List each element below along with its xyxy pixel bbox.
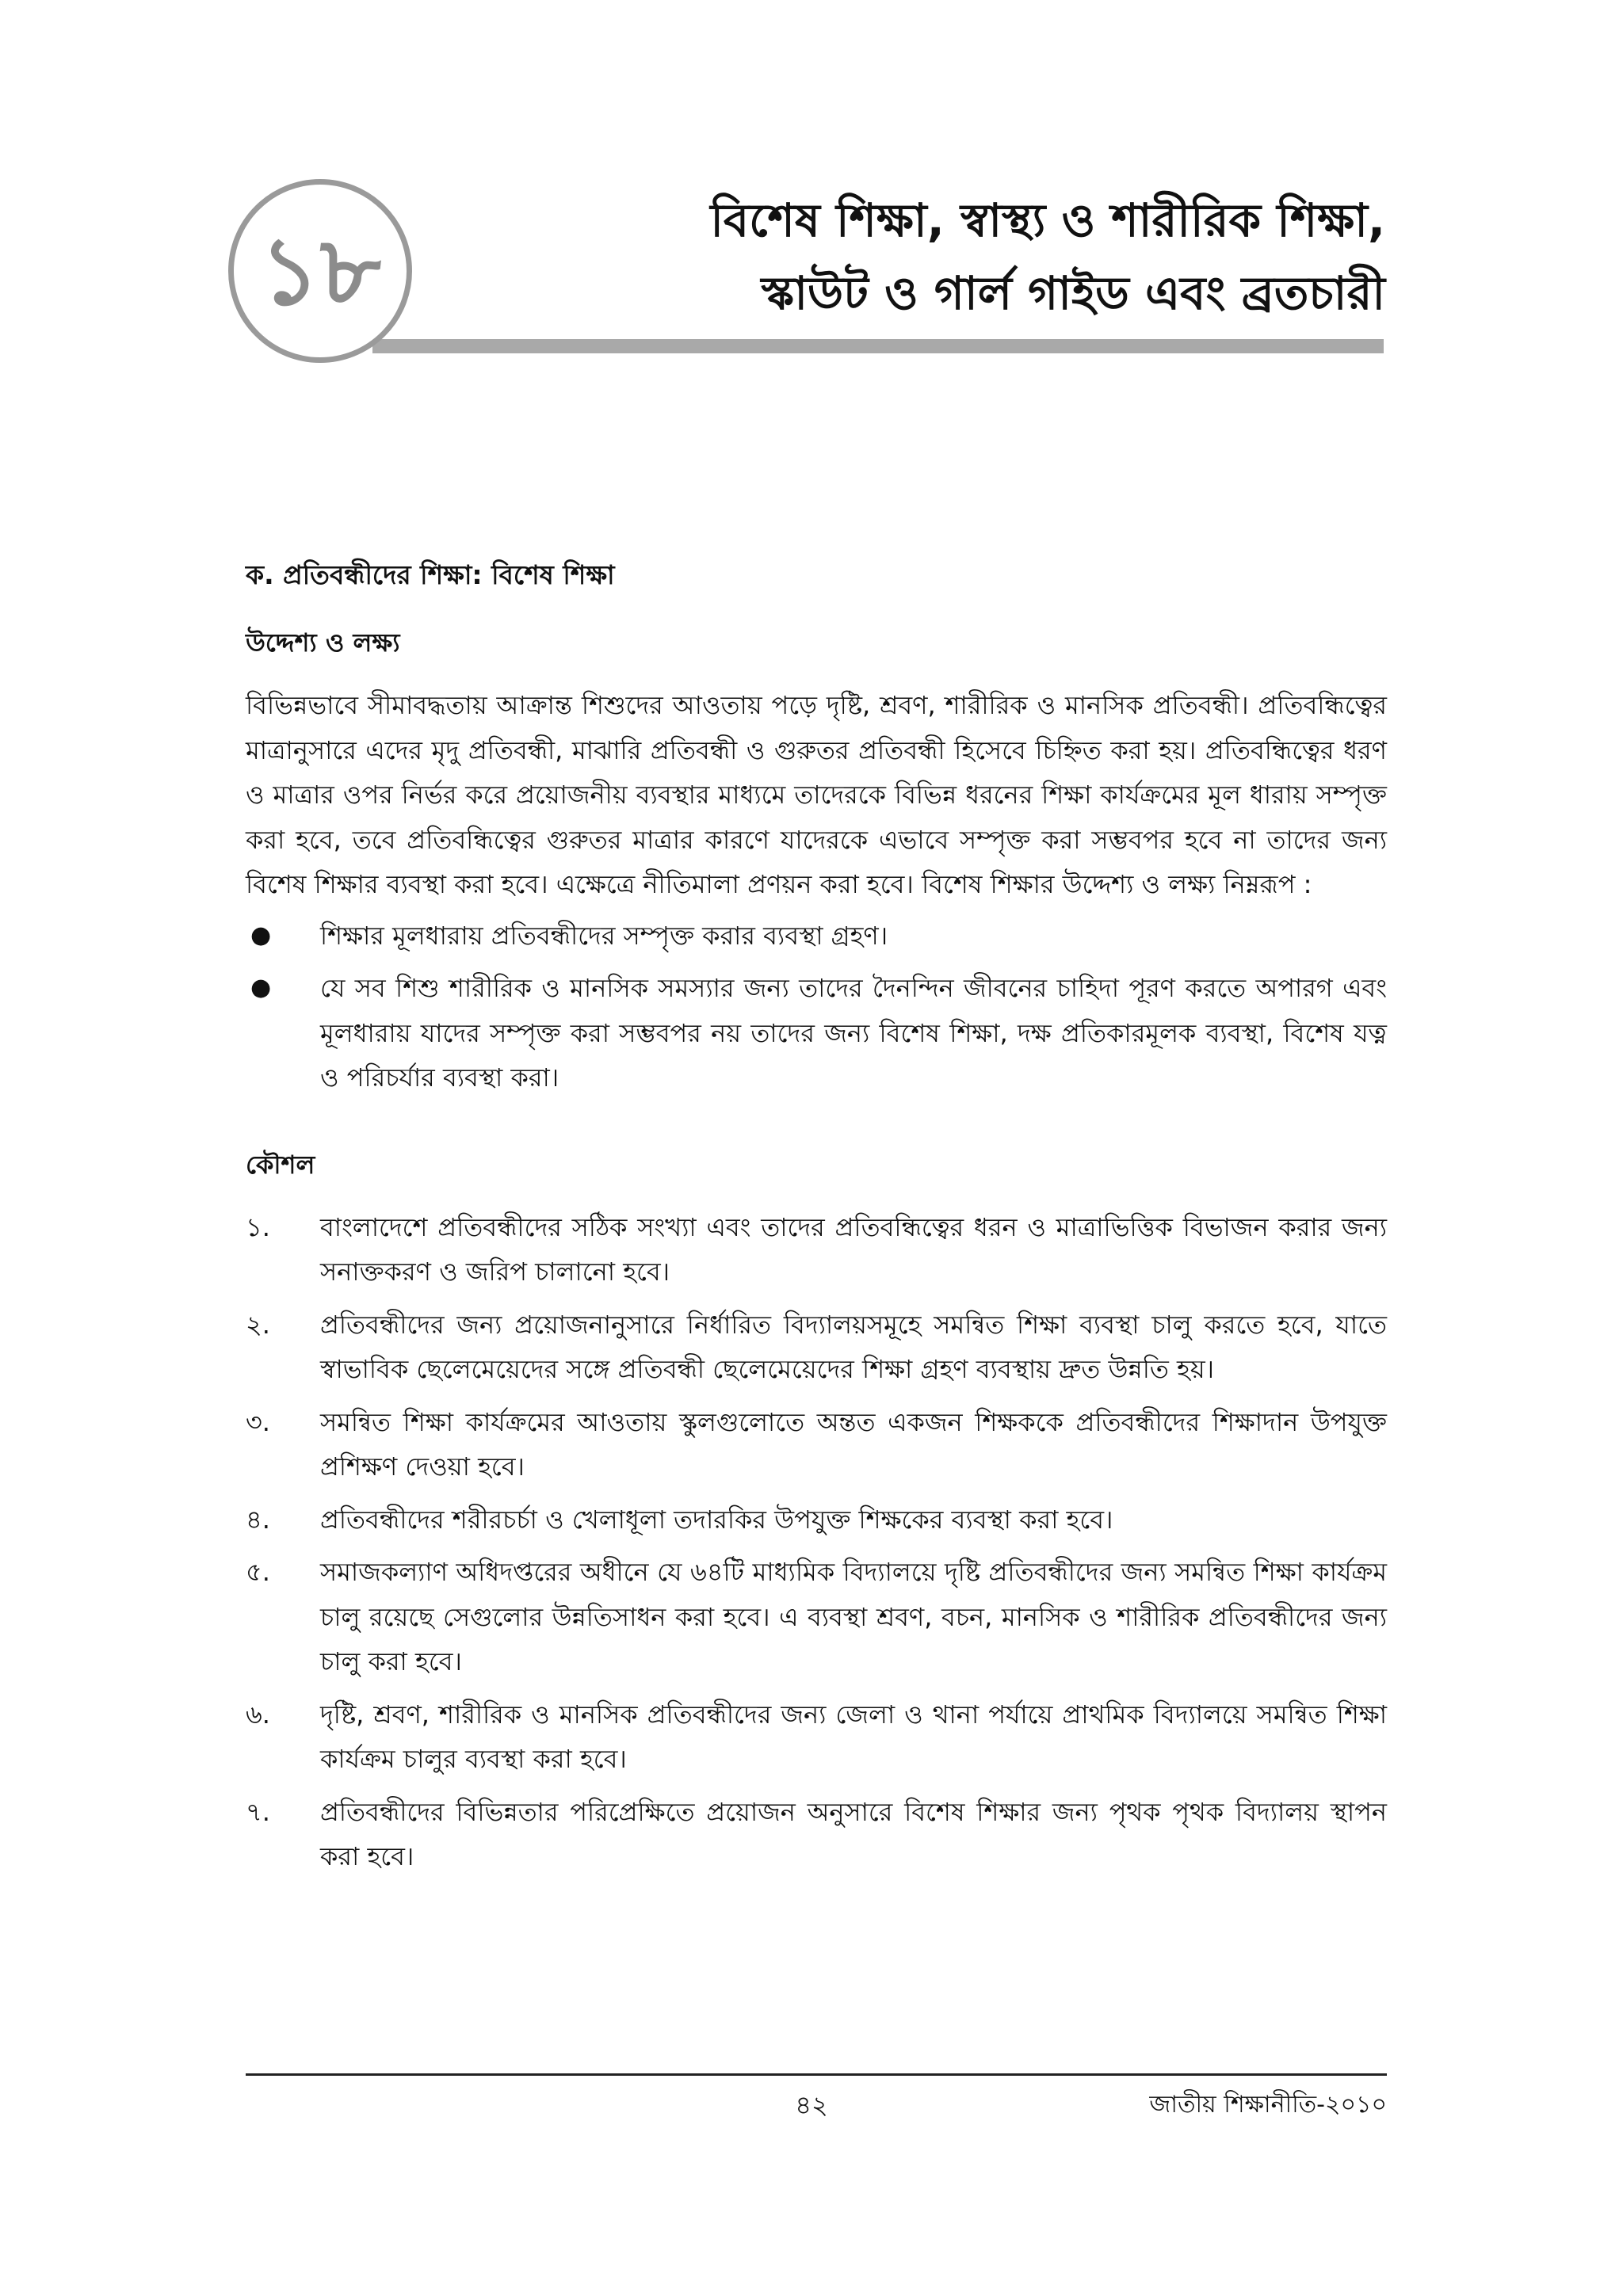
list-item <box>246 913 1387 959</box>
main-content <box>246 555 1387 1887</box>
item-number: ১. <box>246 1211 270 1242</box>
bullet-icon: ● <box>250 921 272 949</box>
list-item <box>246 1400 1387 1489</box>
list-item <box>246 1790 1387 1879</box>
item-number: ৫. <box>246 1557 270 1587</box>
chapter-title <box>395 184 1385 330</box>
strategy-text: প্রতিবন্ধীদের বিভিন্নতার পরিপ্রেক্ষিতে প্রয়োজন অনুসারে বিশেষ শিক্ষার জন্য পৃথক পৃথক বিদ্যালয় স্থাপন করা হবে। <box>320 1796 1387 1871</box>
objective-text: যে সব শিশু শারীরিক ও মানসিক সমস্যার জন্য তাদের দৈনন্দিন জীবনের চাহিদা পূরণ করতে অপারগ এবং মূলধারায় যাদের সম্পৃক্ত করা সম্ভবপর নয় তাদের জন্য বিশেষ শিক্ষা, দক্ষ প্রতিকারমূলক ব্যবস্থা, বিশেষ যত্ন ও পরিচর্যার ব্যবস্থা করা। <box>320 973 1387 1093</box>
chapter-number-badge <box>228 179 412 363</box>
list-item <box>246 1692 1387 1782</box>
objectives-heading: উদ্দেশ্য ও লক্ষ্য <box>246 627 400 658</box>
list-item <box>246 1550 1387 1684</box>
list-item <box>246 1302 1387 1392</box>
strategy-text: সমন্বিত শিক্ষা কার্যক্রমের আওতায় স্কুলগুলোতে অন্তত একজন শিক্ষককে প্রতিবন্ধীদের শিক্ষাদান উপযুক্ত প্রশিক্ষণ দেওয়া হবে। <box>320 1406 1387 1482</box>
strategy-list <box>246 1205 1387 1879</box>
chapter-title-line-1: বিশেষ শিক্ষা, স্বাস্থ্য ও শারীরিক শিক্ষা, <box>710 193 1385 247</box>
strategy-text: দৃষ্টি, শ্রবণ, শারীরিক ও মানসিক প্রতিবন্ধীদের জন্য জেলা ও থানা পর্যায়ে প্রাথমিক বিদ্যালয়ে সমন্বিত শিক্ষা কার্যক্রম চালুর ব্যবস্থা করা হবে। <box>320 1699 1387 1774</box>
list-item <box>246 966 1387 1100</box>
item-number: ৩. <box>246 1406 270 1437</box>
chapter-title-line-2: স্কাউট ও গার্ল গাইড এবং ব্রতচারী <box>761 266 1385 320</box>
strategy-heading: কৌশল <box>246 1149 315 1180</box>
item-number: ২. <box>246 1309 270 1340</box>
intro-paragraph: বিভিন্নভাবে সীমাবদ্ধতায় আক্রান্ত শিশুদের আওতায় পড়ে দৃষ্টি, শ্রবণ, শারীরিক ও মানসিক প্রতিবন্ধী। প্রতিবন্ধিত্বের মাত্রানুসারে এদের মৃদু প্রতিবন্ধী, মাঝারি প্রতিবন্ধী ও গুরুতর প্রতিবন্ধী হিসেবে চিহ্নিত করা হয়। প্রতিবন্ধিত্বের ধরণ ও মাত্রার ওপর নির্ভর করে প্রয়োজনীয় ব্যবস্থার মাধ্যমে তাদেরকে বিভিন্ন ধরনের শিক্ষা কার্যক্রমের মূল ধারায় সম্পৃক্ত করা হবে, তবে প্রতিবন্ধিত্বের গুরুতর মাত্রার কারণে যাদেরকে এভাবে সম্পৃক্ত করা সম্ভবপর হবে না তাদের জন্য বিশেষ শিক্ষার ব্যবস্থা করা হবে। এক্ষেত্রে নীতিমালা প্রণয়ন করা হবে। বিশেষ শিক্ষার উদ্দেশ্য ও লক্ষ্য নিম্নরূপ : <box>246 690 1387 899</box>
strategy-text: প্রতিবন্ধীদের শরীরচর্চা ও খেলাধূলা তদারকির উপযুক্ত শিক্ষকের ব্যবস্থা করা হবে। <box>320 1504 1113 1535</box>
strategy-text: সমাজকল্যাণ অধিদপ্তরের অধীনে যে ৬৪টি মাধ্যমিক বিদ্যালয়ে দৃষ্টি প্রতিবন্ধীদের জন্য সমন্বিত শিক্ষা কার্যক্রম চালু রয়েছে সেগুলোর উন্নতিসাধন করা হবে। এ ব্যবস্থা শ্রবণ, বচন, মানসিক ও শারীরিক প্রতিবন্ধীদের জন্য চালু করা হবে। <box>320 1557 1387 1676</box>
footer-document-title: জাতীয় শিক্ষানীতি-২০১০ <box>1149 2091 1387 2119</box>
list-item <box>246 1497 1387 1543</box>
objectives-list <box>246 913 1387 1100</box>
bullet-icon: ● <box>250 974 272 1001</box>
strategy-text: বাংলাদেশে প্রতিবন্ধীদের সঠিক সংখ্যা এবং তাদের প্রতিবন্ধিত্বের ধরন ও মাত্রাভিত্তিক বিভাজন করার জন্য সনাক্তকরণ ও জরিপ চালানো হবে। <box>320 1211 1387 1287</box>
item-number: ৭. <box>246 1796 270 1827</box>
objective-text: শিক্ষার মূলধারায় প্রতিবন্ধীদের সম্পৃক্ত করার ব্যবস্থা গ্রহণ। <box>320 920 888 951</box>
chapter-number: ১৮ <box>259 216 381 326</box>
section-title: ক. প্রতিবন্ধীদের শিক্ষা: বিশেষ শিক্ষা <box>246 559 615 590</box>
item-number: ৬. <box>246 1699 270 1730</box>
strategy-text: প্রতিবন্ধীদের জন্য প্রয়োজনানুসারে নির্ধারিত বিদ্যালয়সমূহে সমন্বিত শিক্ষা ব্যবস্থা চালু করতে হবে, যাতে স্বাভাবিক ছেলেমেয়েদের সঙ্গে প্রতিবন্ধী ছেলেমেয়েদের শিক্ষা গ্রহণ ব্যবস্থায় দ্রুত উন্নতি হয়। <box>320 1309 1387 1384</box>
item-number: ৪. <box>246 1504 270 1535</box>
list-item <box>246 1205 1387 1295</box>
footer-rule <box>246 2073 1387 2076</box>
header-rule <box>372 339 1384 353</box>
page-number: ৪২ <box>795 2090 828 2120</box>
